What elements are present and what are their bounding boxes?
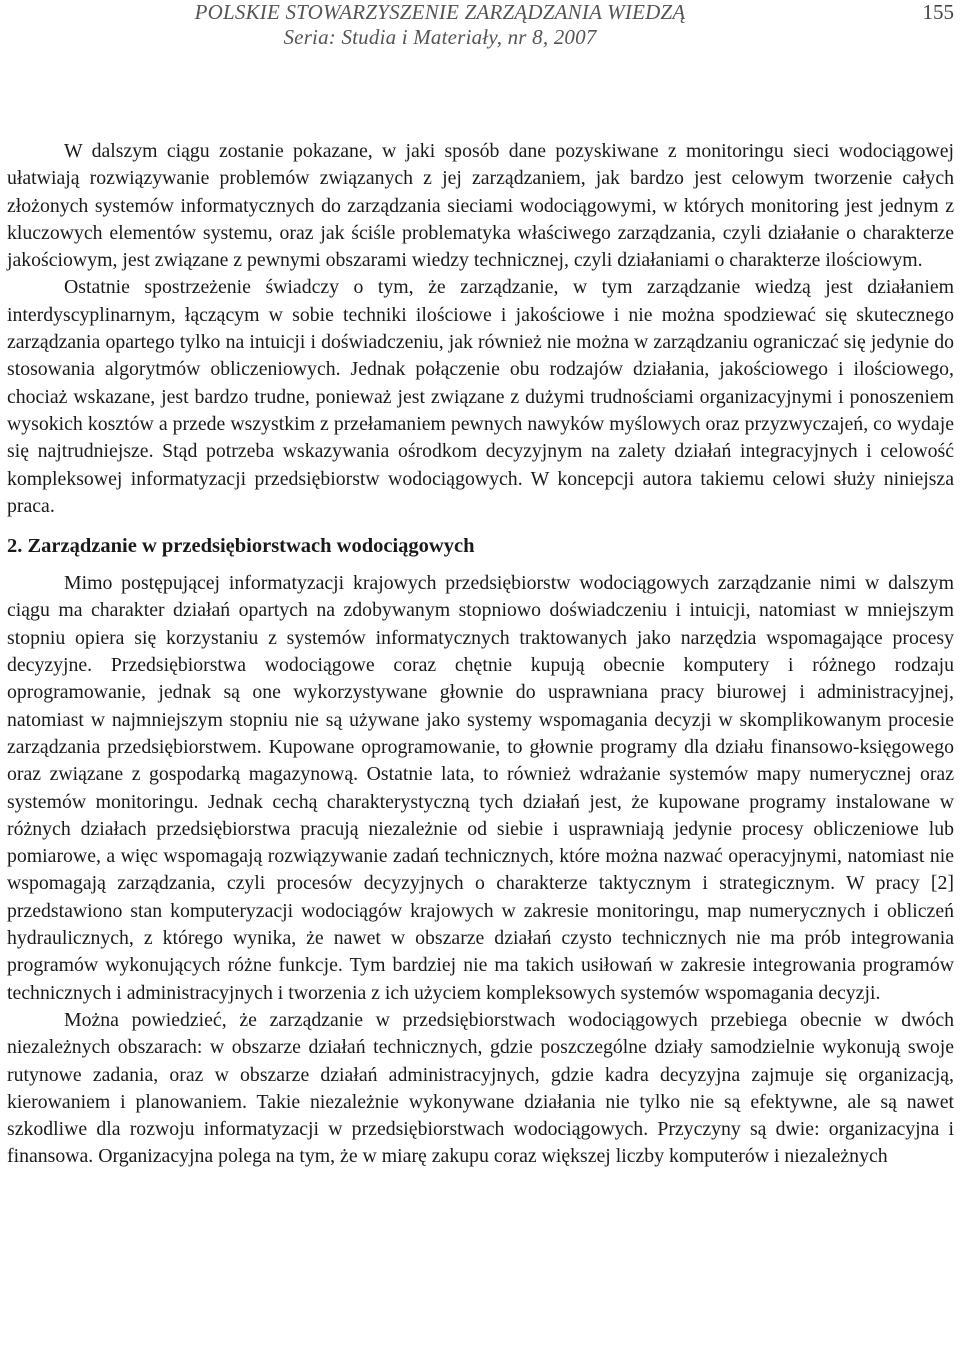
journal-series: Seria: Studia i Materiały, nr 8, 2007 (283, 25, 597, 49)
journal-title: POLSKIE STOWARZYSZENIE ZARZĄDZANIA WIEDZĄ (194, 0, 686, 24)
running-header (0, 0, 960, 60)
section-heading: 2. Zarządzanie w przedsiębiorstwach wodociągowych (7, 535, 475, 558)
journal-header (0, 0, 880, 50)
paragraph-intro: W dalszym ciągu zostanie pokazane, w jaki sposób dane pozyskiwane z monitoringu sieci wodociągowej ułatwiają rozwiązywanie problemów związanych z jej zarządzaniem, jak bardzo jest celowym tworzenie całych złożonych systemów informatycznych do zarządzania sieciami wodociągowymi, w których monitoring jest jednym z kluczowych elementów systemu, oraz jak ściśle problematyka właściwego zarządzania, czyli działanie o charakterze jakościowym, jest związane z pewnymi obszarami wiedzy technicznej, czyli działaniami o charakterze ilościowym. (7, 140, 954, 272)
paragraph-observation: Ostatnie spostrzeżenie świadczy o tym, że zarządzanie, w tym zarządzanie wiedzą jest działaniem interdyscyplinarnym, łączącym w sobie techniki ilościowe i jakościowe i nie można spodziewać się skutecznego zarządzania opartego tylko na intuicji i doświadczeniu, jak również nie można w zarządzaniu ograniczać się jedynie do stosowania algorytmów obliczeniowych. Jednak połączenie obu rodzajów działania, jakościowego i ilościowego, chociaż wskazane, jest bardzo trudne, ponieważ jest związane z dużymi trudnościami organizacyjnymi i ponoszeniem wysokich kosztów a przede wszystkim z przełamaniem pewnych nawyków myślowych oraz przyzwyczajeń, co wydaje się najtrudniejsze. Stąd potrzeba wskazywania ośrodkom decyzyjnym na zalety działań integracyjnych i celowość kompleksowej informatyzacji przedsiębiorstw wodociągowych. W koncepcji autora takiemu celowi służy niniejsza praca. (7, 276, 954, 517)
paragraph-management-areas: Można powiedzieć, że zarządzanie w przedsiębiorstwach wodociągowych przebiega obecnie w dwóch niezależnych obszarach: w obszarze działań technicznych, gdzie poszczególne działy samodzielnie wykonują swoje rutynowe zadania, oraz w obszarze działań administracyjnych, gdzie kadra decyzyjna zajmuje się organizacją, kierowaniem i planowaniem. Takie niezależnie wykonywane działania nie tylko nie są efektywne, ale są nawet szkodliwe dla rozwoju informatyzacji w przedsiębiorstwach wodociągowych. Przyczyny są dwie: organizacyjna i finansowa. Organizacyjna polega na tym, że w miarę zakupu coraz większej liczby komputerów i niezależnych (7, 1008, 954, 1168)
paragraph-management-state: Mimo postępującej informatyzacji krajowych przedsiębiorstw wodociągowych zarządzanie nimi w dalszym ciągu ma charakter działań opartych na zdobywanym stopniowo doświadczeniu i intuicji, natomiast w mniejszym stopniu opiera się korzystaniu z systemów informatycznych traktowanych jako narzędzia wspomagające procesy decyzyjne. Przedsiębiorstwa wodociągowe coraz chętnie kupują obecnie komputery i różnego rodzaju oprogramowanie, jednak są one wykorzystywane głownie do usprawniana pracy biurowej i administracyjnej, natomiast w najmniejszym stopniu nie są używane jako systemy wspomagania decyzji w skomplikowanym procesie zarządzania przedsiębiorstwem. Kupowane oprogramowanie, to głownie programy dla działu finansowo-księgowego oraz związane z gospodarką magazynową. Ostatnie lata, to również wdrażanie systemów mapy numerycznej oraz systemów monitoringu. Jednak cechą charakterystyczną tych działań jest, że kupowane programy instalowane w różnych działach przedsiębiorstwa pracują niezależnie od siebie i usprawniają jedynie procesy obliczeniowe lub pomiarowe, a więc wspomagają rozwiązywanie zadań technicznych, które można nazwać operacyjnymi, natomiast nie wspomagają zarządzania, czyli procesów decyzyjnych o charakterze taktycznym i strategicznym. W pracy [2] przedstawiono stan komputeryzacji wodociągów krajowych w zakresie monitoringu, map numerycznych i obliczeń hydraulicznych, z którego wynika, że nawet w obszarze działań czysto technicznych nie ma prób integrowania programów wykonujących różne funkcje. Tym bardziej nie ma takich usiłowań w zakresie integrowania programów technicznych i administracyjnych i tworzenia z ich użyciem kompleksowych systemów wspomagania decyzji. (7, 572, 954, 1004)
body-text (7, 138, 954, 1171)
page-number: 155 (922, 0, 954, 24)
